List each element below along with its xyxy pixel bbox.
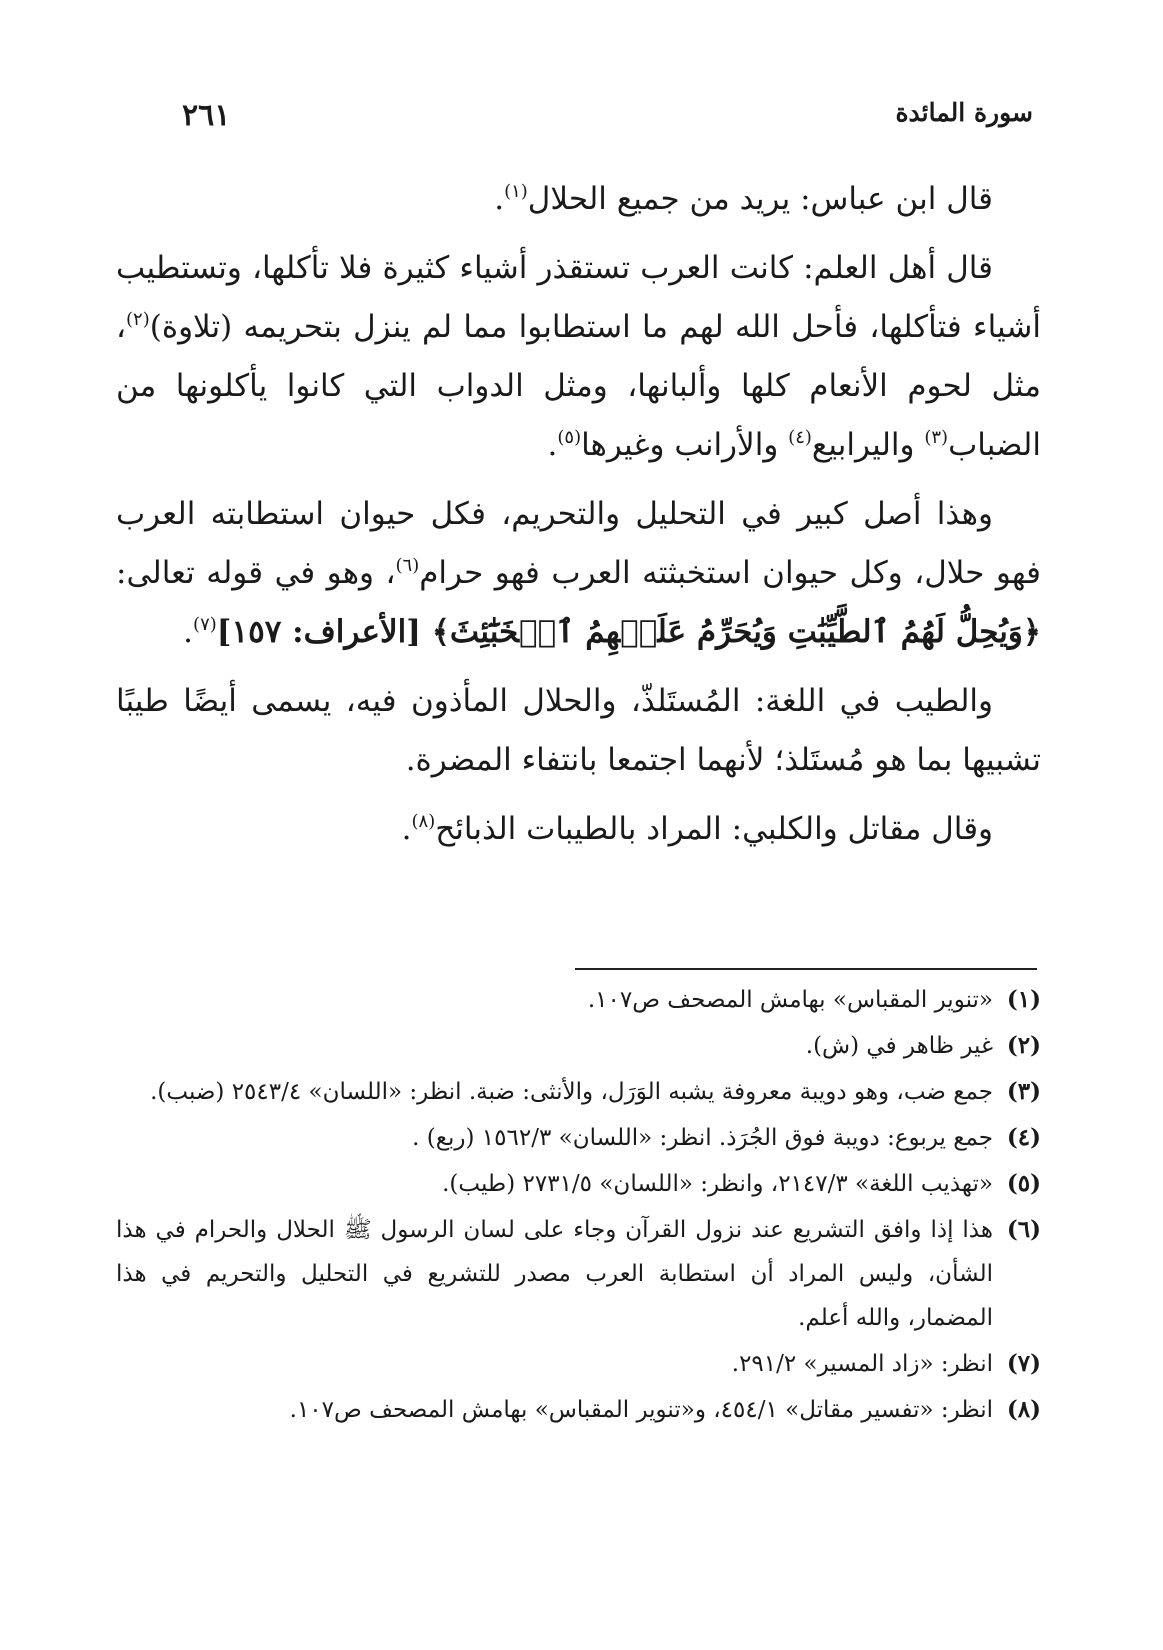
- footnote-divider: [575, 968, 1037, 970]
- footnote-number: (١): [1006, 986, 1041, 1013]
- footnote-item: [116, 1116, 1041, 1160]
- paragraph-2-text-a: قال أهل العلم: كانت العرب تستقذر أشياء كثيرة فلا تأكلها، وتستطيب أشياء فتأكلها، فأحل الله لهم ما استطابوا مما لم ينزل بتحريمه (تلاوة): [116, 250, 1041, 345]
- footnote-ref-4: (٤): [788, 427, 812, 448]
- footnote-text: جمع ضب، وهو دويبة معروفة يشبه الوَرَل، والأنثى: ضبة. انظر: «اللسان» ٢٥٤٣/٤ (ضبب).: [150, 1079, 993, 1105]
- footnote-item: [116, 1024, 1041, 1068]
- footnote-number: (٢): [1006, 1032, 1041, 1059]
- page-number: ٢٦١: [182, 98, 231, 133]
- footnote-text: انظر: «تفسير مقاتل» ٤٥٤/١، و«تنوير المقباس» بهامش المصحف ص١٠٧.: [289, 1397, 993, 1423]
- surah-title: سورة المائدة: [895, 98, 1033, 127]
- footnote-ref-2: (٢): [126, 309, 150, 330]
- footnote-ref-3: (٣): [924, 427, 949, 448]
- footnote-item: [116, 1162, 1041, 1206]
- quran-verse: ﴿وَيُحِلُّ لَهُمُ ٱلطَّيِّبَٰتِ وَيُحَرِّمُ عَلَيۡهِمُ ٱلۡخَبَٰٓئِثَ﴾: [431, 614, 1041, 650]
- footnote-text: «تنوير المقباس» بهامش المصحف ص١٠٧.: [587, 987, 993, 1013]
- paragraph-5-end: .: [401, 811, 412, 847]
- footnote-ref-8: (٨): [411, 811, 436, 832]
- paragraph-4-text: والطيب في اللغة: المُستَلذّ، والحلال المأذون فيه، يسمى أيضًا طيبًا تشبيها بما هو مُستَلذ؛ لأنهما اجتمعا بانتفاء المضرة.: [116, 683, 1041, 778]
- paragraph-2-text-d: والأرانب وغيرها: [581, 427, 789, 463]
- footnotes: [116, 978, 1041, 1434]
- main-text: [116, 170, 1041, 869]
- footnote-item: [116, 978, 1041, 1022]
- paragraph-5-text: وقال مقاتل والكلبي: المراد بالطيبات الذبائح: [435, 811, 993, 847]
- footnote-ref-5: (٥): [557, 427, 582, 448]
- footnote-number: (٧): [1006, 1350, 1041, 1377]
- footnote-text: جمع يربوع: دويبة فوق الجُرَذ. انظر: «اللسان» ١٥٦٢/٣ (ربع) .: [412, 1125, 993, 1151]
- paragraph-1-end: .: [494, 181, 505, 217]
- footnote-ref-7: (٧): [193, 614, 217, 635]
- paragraph-1-text: قال ابن عباس: يريد من جميع الحلال: [527, 181, 993, 217]
- footnote-ref-6: (٦): [395, 555, 420, 576]
- footnote-text: غير ظاهر في (ش).: [805, 1033, 993, 1059]
- paragraph-3-text-a: وهذا أصل كبير في التحليل والتحريم، فكل حيوان استطابته العرب فهو حلال، وكل حيوان استخبثته العرب فهو حرام: [116, 496, 1041, 591]
- paragraph-2-text-c: واليرابيع: [811, 427, 925, 463]
- footnote-number: (٥): [1006, 1170, 1041, 1197]
- footnote-text: «تهذيب اللغة» ٢١٤٧/٣، وانظر: «اللسان» ٢٧٣١/٥ (طيب).: [442, 1171, 993, 1197]
- footnote-item: [116, 1070, 1041, 1114]
- footnote-number: (٨): [1006, 1396, 1041, 1423]
- footnote-number: (٤): [1006, 1124, 1041, 1151]
- verse-reference: [الأعراف: ١٥٧]: [216, 614, 432, 650]
- paragraph-1: [116, 170, 1041, 229]
- paragraph-5: [116, 800, 1041, 859]
- paragraph-3-end: .: [183, 614, 194, 650]
- page-header: [120, 98, 1043, 148]
- footnote-item: [116, 1342, 1041, 1386]
- paragraph-3: [116, 485, 1041, 662]
- paragraph-2-text-b: ، مثل لحوم الأنعام كلها وألبانها، ومثل الدواب التي كانوا يأكلونها من الضباب: [116, 309, 1041, 463]
- footnote-ref-1: (١): [504, 181, 528, 202]
- footnote-item: [116, 1208, 1041, 1340]
- footnote-text: انظر: «زاد المسير» ٢٩١/٢.: [731, 1351, 993, 1377]
- footnote-item: [116, 1388, 1041, 1432]
- paragraph-3-text-b: ، وهو في قوله تعالى:: [116, 555, 396, 591]
- paragraph-2: [116, 239, 1041, 475]
- paragraph-2-end: .: [547, 427, 558, 463]
- paragraph-4: [116, 672, 1041, 790]
- footnote-number: (٦): [1006, 1216, 1041, 1243]
- footnote-number: (٣): [1006, 1078, 1041, 1105]
- footnote-text: هذا إذا وافق التشريع عند نزول القرآن وجاء على لسان الرسول ﷺ الحلال والحرام في هذا الشأن، وليس المراد أن استطابة العرب مصدر للتشريع في التحليل والتحريم في هذا المضمار، والله أعلم.: [116, 1217, 993, 1331]
